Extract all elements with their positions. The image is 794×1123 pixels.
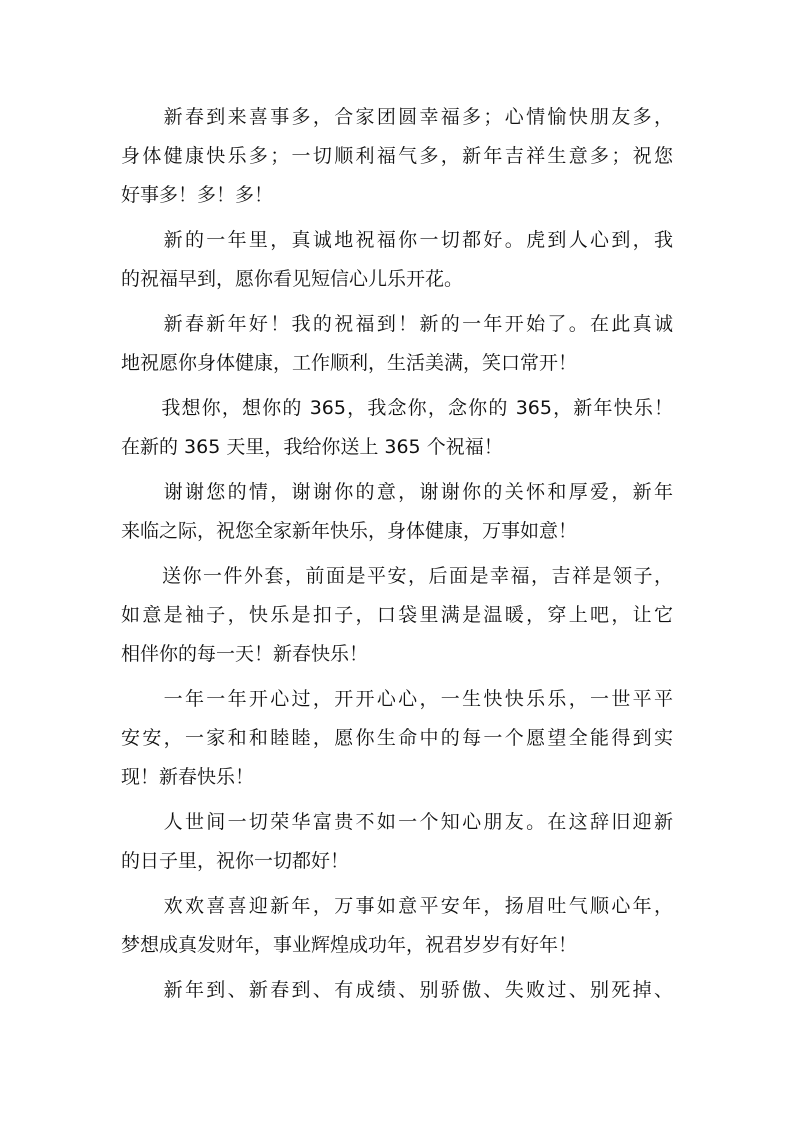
text-line: 现！新春快乐！	[121, 766, 255, 788]
text-line: 我想你，想你的 365，我念你，念你的 365，新年快乐！	[121, 397, 673, 419]
text-line: 来临之际，祝您全家新年快乐，身体健康，万事如意！	[121, 520, 578, 542]
text-line: 的日子里，祝你一切都好！	[121, 850, 350, 872]
paragraph-4	[121, 389, 673, 467]
text-line: 好事多！多！多！	[121, 184, 274, 206]
paragraph-1	[121, 98, 673, 215]
paragraph-8	[121, 803, 673, 881]
text-line: 梦想成真发财年，事业辉煌成功年，祝君岁岁有好年！	[121, 934, 578, 956]
paragraph-5	[121, 473, 673, 551]
text-line: 新春新年好！我的祝福到！新的一年开始了。在此真诚	[121, 313, 673, 335]
paragraph-10	[121, 971, 673, 1010]
text-line: 谢谢您的情，谢谢你的意，谢谢你的关怀和厚爱，新年	[121, 481, 673, 503]
text-line: 人世间一切荣华富贵不如一个知心朋友。在这辞旧迎新	[121, 811, 673, 833]
paragraph-2	[121, 221, 673, 299]
text-line: 新的一年里，真诚地祝福你一切都好。虎到人心到，我	[121, 229, 673, 251]
paragraph-6	[121, 557, 673, 674]
text-line: 送你一件外套，前面是平安，后面是幸福，吉祥是领子，	[121, 565, 673, 587]
text-line: 新春到来喜事多，合家团圆幸福多；心情愉快朋友多，	[121, 106, 673, 128]
paragraph-3	[121, 305, 673, 383]
text-line: 的祝福早到，愿你看见短信心儿乐开花。	[121, 268, 464, 290]
text-line: 一年一年开心过，开开心心，一生快快乐乐，一世平平	[121, 688, 673, 710]
text-line: 新年到、新春到、有成绩、别骄傲、失败过、别死掉、	[121, 979, 673, 1001]
document-page	[121, 98, 673, 1016]
text-line: 安安，一家和和睦睦，愿你生命中的每一个愿望全能得到实	[121, 727, 673, 749]
text-line: 相伴你的每一天！新春快乐！	[121, 643, 369, 665]
text-line: 在新的 365 天里，我给你送上 365 个祝福！	[121, 436, 503, 458]
text-line: 地祝愿你身体健康，工作顺利，生活美满，笑口常开！	[121, 352, 578, 374]
text-line: 身体健康快乐多；一切顺利福气多，新年吉祥生意多；祝您	[121, 145, 673, 167]
text-line: 如意是袖子，快乐是扣子，口袋里满是温暖，穿上吧，让它	[121, 604, 673, 626]
text-line: 欢欢喜喜迎新年，万事如意平安年，扬眉吐气顺心年，	[121, 895, 673, 917]
paragraph-7	[121, 680, 673, 797]
paragraph-9	[121, 887, 673, 965]
